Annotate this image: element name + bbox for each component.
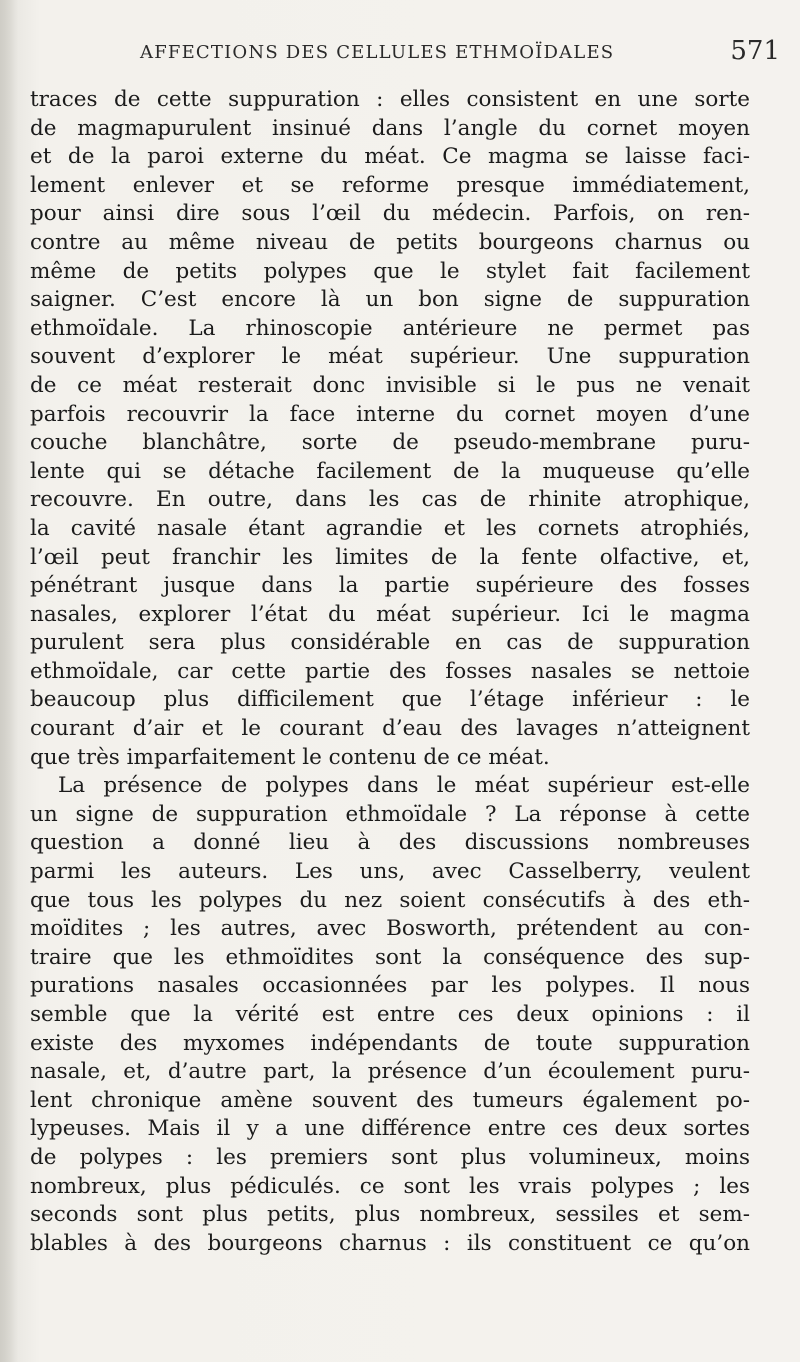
paragraph-last-line: que très imparfaitement le contenu de ce méat. [30, 744, 550, 770]
text-line: lypeuses. Mais il y a une différence entre ces deux sortes [30, 1116, 750, 1142]
text-line: semble que la vérité est entre ces deux opinions : il [30, 1002, 750, 1027]
text-line: la cavité nasale étant agrandie et les cornets atrophiés, [30, 515, 750, 541]
text-line: contre au même niveau de petits bourgeons charnus ou [30, 229, 750, 255]
text-line: existe des myxomes indépendants de toute suppuration [30, 1030, 750, 1056]
text-line: parmi les auteurs. Les uns, avec Casselberry, veulent [30, 859, 750, 885]
text-line: ethmoïdale, car cette partie des fosses nasales se nettoie [30, 658, 750, 684]
page-header [0, 38, 800, 78]
text-line: lent chronique amène souvent des tumeurs également po- [30, 1087, 750, 1113]
text-line: un signe de suppuration ethmoïdale ? La réponse à cette [30, 801, 750, 827]
text-line: purulent sera plus considérable en cas de suppuration [30, 630, 750, 656]
page-gutter-shadow [0, 0, 18, 1362]
text-line: souvent d’explorer le méat supérieur. Une suppuration [30, 344, 750, 370]
text-line: pénétrant jusque dans la partie supérieure des fosses [30, 573, 750, 599]
text-line: parfois recouvrir la face interne du cornet moyen d’une [30, 401, 750, 427]
text-line: ethmoïdale. La rhinoscopie antérieure ne permet pas [30, 315, 750, 341]
text-line: blables à des bourgeons charnus : ils constituent ce qu’on [30, 1230, 750, 1256]
text-line: question a donné lieu à des discussions nombreuses [30, 830, 750, 856]
text-line: et de la paroi externe du méat. Ce magma se laisse faci- [30, 144, 750, 170]
text-line: purations nasales occasionnées par les polypes. Il nous [30, 973, 750, 999]
text-line: saigner. C’est encore là un bon signe de suppuration [30, 287, 750, 313]
text-line: l’œil peut franchir les limites de la fente olfactive, et, [30, 544, 750, 570]
text-line: de ce méat resterait donc invisible si le pus ne venait [30, 372, 750, 398]
text-line: courant d’air et le courant d’eau des lavages n’atteignent [30, 716, 750, 742]
text-line: de polypes : les premiers sont plus volumineux, moins [30, 1144, 750, 1170]
text-line: même de petits polypes que le stylet fait facilement [30, 258, 750, 284]
text-line: lente qui se détache facilement de la muqueuse qu’elle [30, 458, 750, 484]
text-line: couche blanchâtre, sorte de pseudo-membrane puru- [30, 430, 750, 456]
text-line: seconds sont plus petits, plus nombreux, sessiles et sem- [30, 1202, 750, 1228]
text-line: que tous les polypes du nez soient consécutifs à des eth- [30, 887, 750, 913]
text-line: nombreux, plus pédiculés. ce sont les vrais polypes ; les [30, 1173, 750, 1199]
text-line: traire que les ethmoïdites sont la conséquence des sup- [30, 944, 750, 970]
body-text [30, 86, 750, 1258]
text-line: recouvre. En outre, dans les cas de rhinite atrophique, [30, 487, 750, 513]
text-line: lement enlever et se reforme presque immédiatement, [30, 172, 750, 198]
page-number: 571 [730, 36, 780, 66]
text-line: moïdites ; les autres, avec Bosworth, prétendent au con- [30, 916, 750, 942]
text-line: nasales, explorer l’état du méat supérieur. Ici le magma [30, 601, 750, 627]
running-title: AFFECTIONS DES CELLULES ETHMOÏDALES [140, 42, 615, 63]
text-line: nasale, et, d’autre part, la présence d’un écoulement puru- [30, 1059, 750, 1085]
text-line: traces de cette suppuration : elles consistent en une sorte [30, 87, 750, 112]
text-line: pour ainsi dire sous l’œil du médecin. Parfois, on ren- [30, 201, 750, 227]
text-line: de magmapurulent insinué dans l’angle du cornet moyen [30, 115, 750, 141]
text-line: beaucoup plus difficilement que l’étage inférieur : le [30, 687, 750, 713]
paragraph-first-line: La présence de polypes dans le méat supérieur est-elle [58, 773, 750, 799]
